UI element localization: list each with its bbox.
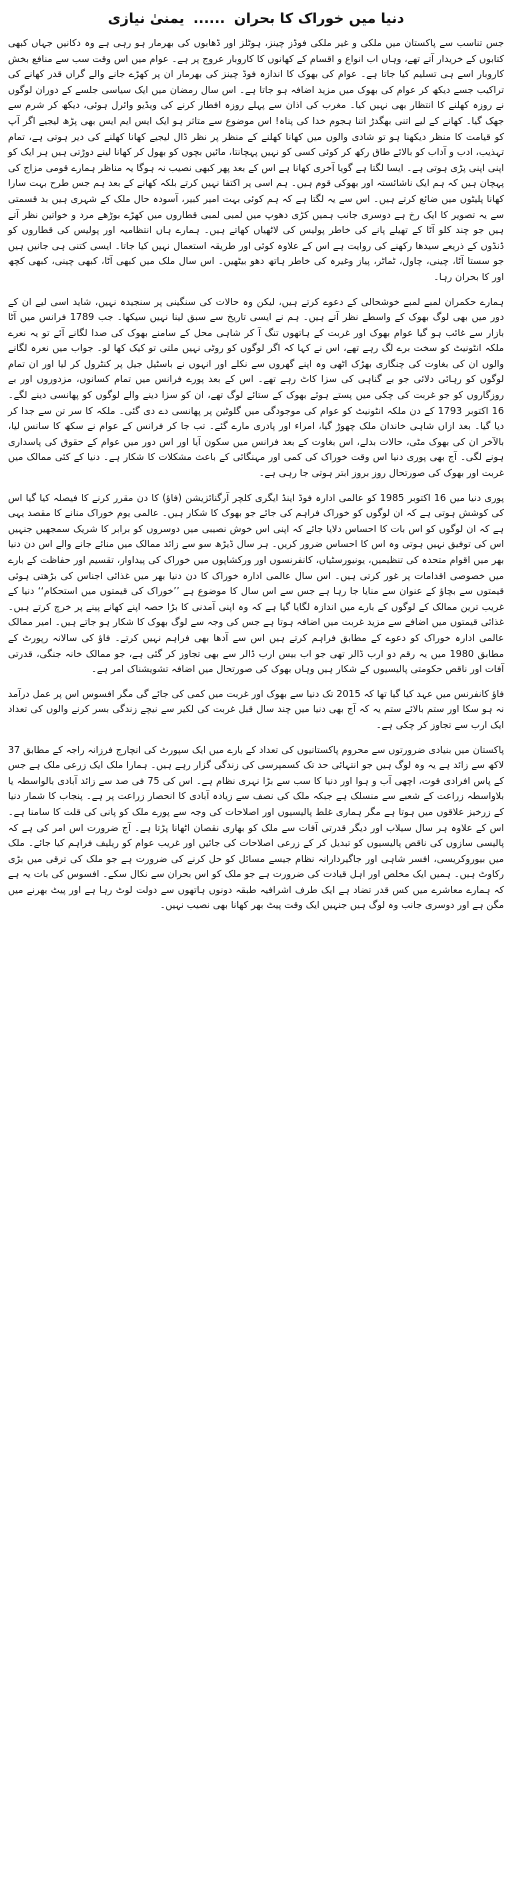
headline-separator: ...... [193, 11, 226, 27]
article-title: دنیا میں خوراک کا بحران [234, 11, 405, 27]
article-paragraph: پاکستان میں بنیادی ضرورتوں سے محروم پاکستانیوں کی تعداد کے بارے میں ایک سپورٹ کی انچارج فرزانہ راجہ کے مطابق 37 لاکھ سے زائد ہے یہ وہ لوگ ہیں جو انتہائی حد تک کسمپرسی کی زندگی گزار رہے ہیں۔ ہمارا ملک ایک زرعی ملک ہے جس کے پاس افرادی قوت، اچھی آب و ہوا اور دنیا کا سب سے بڑا نہری نظام ہے۔ اس کی 75 فی صد سے زائد آبادی بالواسطہ یا بلاواسطہ زراعت کے شعبے سے منسلک ہے جبکہ ملک کی نصف سے زیادہ آبادی کا انحصار زراعت پر ہے۔ پنجاب کا شمار دنیا کے زرخیز علاقوں میں ہوتا ہے مگر ہماری غلط پالیسیوں اور اصلاحات کی وجہ سے پورے ملک کو پانی کی قلت کا سامنا ہے۔ اس کے علاوہ ہر سال سیلاب اور دیگر قدرتی آفات سے ملک کو بھاری نقصان اٹھانا پڑتا ہے۔ آج ضرورت اس امر کی ہے کہ پالیسی سازوں کی ناقص پالیسیوں کو تبدیل کر کے زرعی اصلاحات کی جائیں اور غریب عوام کو ریلیف فراہم کیا جائے۔ ملک میں بیوروکریسی، افسر شاہی اور جاگیردارانہ نظام جیسے مسائل کو حل کرنے کی ضرورت ہے جو ملک کی ترقی میں بڑی رکاوٹ ہیں۔ ہمیں ایک مخلص اور اہل قیادت کی ضرورت ہے جو ملک کو اس بحران سے نکال سکے۔ افسوس کی بات یہ ہے کہ ہمارے معاشرے میں کس قدر تضاد ہے ایک طرف اشرافیہ طبقہ دونوں ہاتھوں سے دولت لوٹ رہا ہے اور پیٹ بھرنے میں مگن ہے اور دوسری جانب وہ لوگ ہیں جنہیں ایک وقت پیٹ بھر کھانا بھی نصیب نہیں۔ [8, 744, 504, 912]
article-author: یمنیٰ نیازی [107, 11, 185, 27]
article-headline [8, 6, 504, 32]
article-paragraph: پوری دنیا میں 16 اکتوبر 1985 کو عالمی ادارہ فوڈ اینڈ ایگری کلچر آرگنائزیشن (فاؤ) کا دن مقرر کرنے کا فیصلہ کیا گیا اس کی کوشش ہوتی ہے کہ ان لوگوں کو خوراک فراہم کی جائے جو بھوک کا شکار ہیں۔ عالمی یوم خوراک منانے کا مقصد یہی ہے کہ ان لوگوں کو اس بات کا احساس دلایا جائے کہ اپنی اس خوش نصیبی میں دوسروں کو برابر کا شریک سمجھیں جنہیں اس کی توفیق نہیں ہوتی وہ اس کا احساس ضرور کریں۔ ہر سال ڈیڑھ سو سے زائد ممالک میں منائے جانے والے اس دن دنیا بھر میں اقوام متحدہ کی تنظیمیں، یونیورسٹیاں، کانفرنسوں اور ورکشاپوں میں خوراک کی پیداوار، تقسیم اور حفاظت کے بارے میں خصوصی اقدامات پر غور کرتی ہیں۔ اس سال عالمی ادارہ خوراک کا دن دنیا بھر میں غذائی اجناس کی بڑھتی ہوئی قیمتوں سے بچاؤ کے عنوان سے منایا جا رہا ہے جس سے اس سال کا موضوع ہے ’’خوراک کی قیمتوں میں استحکام‘‘ دنیا کے غریب ترین ممالک کے لوگوں کے بارے میں اندازہ لگایا گیا ہے کہ وہ اپنی آمدنی کا بڑا حصہ اپنے کھانے پینے پر خرچ کرتے ہیں۔ غذائی قیمتوں میں اضافے سے مزید غربت میں اضافہ ہوتا ہے جس کی وجہ سے لوگ بھوک کا شکار ہو جاتے ہیں۔ امیر ممالک عالمی ادارہ خوراک کو دعوے کے مطابق فراہم کرتے ہیں اس سے آدھا بھی فراہم نہیں کرتے۔ فاؤ کی سالانہ رپورٹ کے مطابق 1980 میں یہ رقم دو ارب ڈالر تھی جو اب بیس ارب ڈالر سے بھی تجاوز کر گئی ہے، جو ممالک خانہ جنگی، قدرتی آفات اور ناقص حکومتی پالیسیوں کے شکار ہیں وہاں بھوک کی صورتحال میں اضافہ تشویشناک امر ہے۔ [8, 492, 505, 676]
article-paragraph: جس تناسب سے پاکستان میں ملکی و غیر ملکی فوڈز چینز، ہوٹلز اور ڈھابوں کی بھرمار ہو رہی ہے وہ دکانیں جہاں کبھی کتابوں کے خریدار آتے تھے، وہاں اب انواع و اقسام کے کھانوں کا کاروبار عروج پر ہے۔ عوام میں اس وقت سب سے منافع بخش کاروبار اسے ہی تسلیم کیا جاتا ہے۔ عوام کی بھوک کا اندازہ فوڈ چینز کی بھرمار ان پر کھڑے جانے والے گراں قدر کھانے کی تراکیب جسے دیکھ کر عوام کی بھوک میں مزید اضافہ ہو جاتا ہے۔ اس سال رمضان میں ایک سیاسی جلسے کے دوران لوگوں نے روزہ کھلنے کا انتظار بھی نہیں کیا۔ مغرب کی اذان سے پہلے روزہ افطار کرنے کی ویڈیو وائرل ہوئی، دیکھ کر شرم سے جھک گیا۔ کھانے کے لیے اتنی بھگدڑ اتنا ہجوم خدا کی پناہ! اس موضوع سے متاثر ہو ایک ایس ایم ایس بھی پڑھ لیجیے اگر آپ کو قیامت کا منظر دیکھنا ہو تو شادی والوں میں کھانا کھلنے کے منظر پر نظر ڈال لیجیے کھانا کھلنے کی دیر ہوتی ہے، تمام تہذیب، ادب و آداب کو بالائے طاق رکھ کر کوئی کسی کو نہیں پہچانتا، مائیں بچوں کو بھول کر کھانا لینے دوڑتی ہیں ہر ایک کو اپنی اپنی پڑی ہوتی ہے۔ ایسا لگتا ہے گویا آخری کھانا ہے اس کے بعد پھر کبھی نصیب نہ ہوگا یہ مناظر ہمارے قومی مزاج کی پہچان ہیں کہ ہم ایک ناشائستہ اور بھوکی قوم ہیں۔ ہم اسی پر اکتفا نہیں کرتے بلکہ کھانے کے بعد ہم جس طرح بہت سارا کھانا پلیٹوں میں ضائع کرتے ہیں۔ اس سے یہ لگتا ہے کہ ہم کوئی بہت امیر کبیر، آسودہ حال ملک کے شہری ہیں بد قسمتی سے یہ تصویر کا ایک رخ ہے دوسری جانب ہمیں کڑی دھوپ میں لمبی لمبی قطاروں میں کھڑے بوڑھے مرد و خواتین نظر آتے ہیں جو چند کلو آٹا کے تھیلے پانے کی خاطر پولیس کی لاٹھیاں کھاتے ہیں۔ ہمارے ہاں انتظامیہ اور پولیس کی قطاروں کو ڈنڈوں کے ذریعے سیدھا رکھنے کی روایت ہے اس کے علاوہ کوئی اور طریقہ استعمال نہیں کیا جاتا۔ ایسی کتنی ہی جانیں ہیں جو سستا آٹا، چینی، چاول، ٹماٹر، پیاز وغیرہ کی خاطر ہاتھ دھو بیٹھیں۔ اس سال ملک میں کبھی آٹا، کبھی چینی، کبھی کچھ اور کا بحران رہا۔ [8, 38, 504, 283]
article-paragraph: ہمارے حکمران لمبے لمبے خوشحالی کے دعوے کرتے ہیں، لیکن وہ حالات کی سنگینی پر سنجیدہ نہیں، شاید اسی لیے ان کے دور میں بھی لوگ بھوک کے واسطے نظر آتے ہیں۔ ہم نے ایسی تاریخ سے سبق لینا نہیں سیکھا۔ جب 1789 فرانس میں آٹا بازار سے غائب ہو گیا عوام بھوک اور غربت کے ہاتھوں تنگ آ کر شاہی محل کے سامنے بھوک کی صدا لگانے آئے تو یہ نعرے ملکہ انٹونیٹ کو سخت برے لگ رہے تھے، اس نے کہا کہ اگر لوگوں کو روٹی نہیں ملتی تو کیک کھا لو۔ جواب میں نعرہ لگانے والوں ان کی بغاوت کی چنگاری بھڑک اٹھی وہ اپنے گھروں سے نکلے اور انہوں نے باسٹیل جیل پر کنٹرول کر لیا اور ان تمام لوگوں کو رہائی دلائی جو بے گناہی کی سزا کاٹ رہے تھے۔ اس کے بعد پورے فرانس میں تمام کسانوں، مزدوروں اور بے روزگاروں کو جو غربت کی چکی میں پستے ہوئے بھوک کے ستائے لوگ تھے، ان کو سزا دینے والے لوگوں کو پھانسی دینے لگے۔ 16 اکتوبر 1793 کے دن ملکہ انٹونیٹ کو عوام کی موجودگی میں گلوٹین پر پھانسی دے دی گئی۔ ملکہ کا سر تن سے جدا کر دیا گیا۔ بعد ازاں شاہی خاندان ملک چھوڑ گیا، امراء اور پادری مارے گئے۔ تب جا کر فرانس کے عوام نے سکھ کا سانس لیا، بالآخر ان کی بھوک مٹی، حالات بدلے، اس بغاوت کے بعد فرانس میں سکون آیا اور اس دور میں عوام کے حقوق کی پاسداری ہونے لگی۔ آج بھی پوری دنیا اس وقت خوراک کی کمی اور مہنگائی کے باعث مشکلات کا شکار ہے۔ دنیا کے کئی ممالک میں غربت اور بھوک کی صورتحال روز بروز ابتر ہوتی جا رہی ہے۔ [8, 296, 504, 480]
article-paragraph: فاؤ کانفرنس میں عہد کیا گیا تھا کہ 2015 تک دنیا سے بھوک اور غربت میں کمی کی جائے گی مگر افسوس اس پر عمل درآمد نہ ہو سکا اور ستم بالائے ستم یہ کہ آج بھی دنیا میں چند سال قبل غربت کی لکیر سے نیچے زندگی بسر کرنے والوں کی تعداد ایک ارب سے تجاوز کر چکی ہے۔ [8, 688, 504, 731]
article-body [8, 36, 504, 914]
